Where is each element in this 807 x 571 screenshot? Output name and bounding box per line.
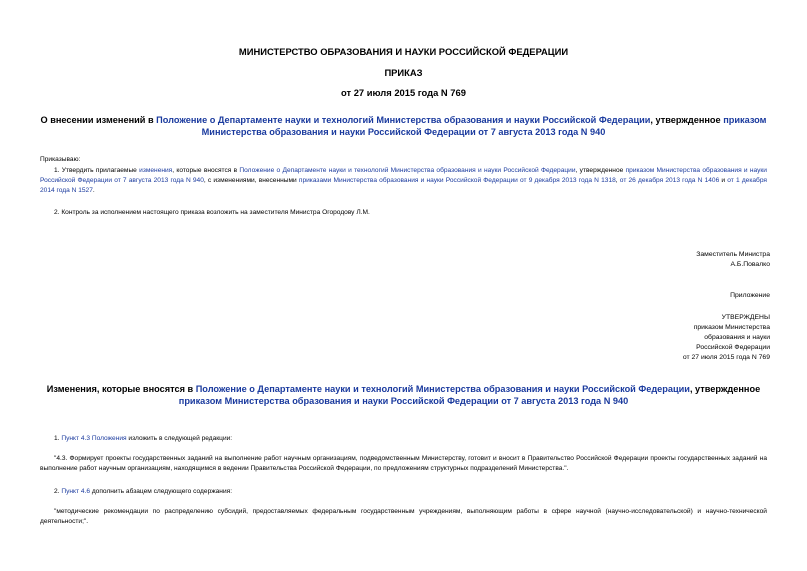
paragraph-text: 1. Утвердить прилагаемые	[54, 167, 140, 174]
regulation-link[interactable]: Положения	[91, 435, 127, 442]
change-text: дополнить абзацем следующего содержания:	[90, 488, 233, 495]
title-text: Изменения, которые вносятся в	[46, 384, 196, 394]
change-2-quote: "методические рекомендации по распределению субсидий, предоставляемых федеральным государственным учреждениям, выполняющим работы в сфере научной (научно-исследовательской) и научно-технической деятельности;".	[40, 508, 767, 525]
change-2	[54, 487, 232, 497]
title-text: , утвержденное	[650, 115, 724, 125]
appendix-label: Приложение	[730, 292, 770, 299]
regulation-link[interactable]: Положение о Департаменте науки и технологий Министерства образования и науки Российской Федерации	[239, 167, 576, 174]
change-1-quote: "4.3. Формирует проекты государственных заданий на выполнение работ научным организациям, подведомственным Министерству, готовит и вносит в Правительство Российской Федерации проекты государственных заданий на выполнение работ научным организациям, находящимся в ведении Правительства Российской Федерации, по предложениям структурных подразделений Министерства.".	[40, 455, 767, 472]
approved-line: Российской Федерации	[696, 344, 770, 351]
paragraph-1	[40, 166, 767, 196]
approved-label: УТВЕРЖДЕНЫ	[721, 314, 770, 321]
title-text: О внесении изменений в	[40, 115, 157, 125]
regulation-link[interactable]: Положение о Департаменте науки и технологий Министерства образования и науки Российской Федерации	[156, 115, 651, 125]
regulation-link[interactable]: Положение о Департаменте науки и технологий Министерства образования и науки Российской Федерации	[195, 384, 690, 394]
approved-line: от 27 июля 2015 года N 769	[682, 354, 770, 361]
order-word: Приказываю:	[40, 156, 81, 163]
changes-link[interactable]: изменения	[139, 167, 173, 174]
approved-line: образования и науки	[704, 334, 770, 341]
title-text: , утвержденное	[689, 384, 761, 394]
paragraph-text: , которые вносятся в	[172, 167, 240, 174]
order-link[interactable]: от 1 декабря 2014 года N 1527	[40, 177, 767, 194]
paragraph-text: .	[92, 187, 95, 194]
paragraph-2: 2. Контроль за исполнением настоящего приказа возложить на заместителя Министра Огородову Л.М.	[54, 209, 370, 216]
change-1	[54, 434, 232, 444]
order-link[interactable]: приказом Министерства образования и науки Российской Федерации от 7 августа 2013 года N 940	[178, 396, 629, 406]
doc-type-heading: ПРИКАЗ	[384, 67, 423, 78]
clause-link[interactable]: Пункт 4.6	[61, 488, 90, 495]
clause-link[interactable]: Пункт 4.3	[61, 435, 90, 442]
paragraph-text: , утвержденное	[575, 167, 626, 174]
order-link[interactable]: Министерства образования и науки Российской Федерации от 7 августа 2013 года N 940	[201, 127, 606, 137]
change-text: 2.	[54, 488, 62, 495]
ministry-heading: МИНИСТЕРСТВО ОБРАЗОВАНИЯ И НАУКИ РОССИЙСКОЙ ФЕДЕРАЦИИ	[238, 46, 569, 57]
change-text: 1.	[54, 435, 62, 442]
changes-title	[40, 383, 767, 407]
paragraph-text: ,	[615, 177, 620, 184]
order-link[interactable]: приказами Министерства образования и науки Российской Федерации от 9 декабря 2013 года N 1318	[298, 177, 616, 184]
order-link[interactable]: от 26 декабря 2013 года N 1406	[619, 177, 720, 184]
change-text: изложить в следующей редакции:	[126, 435, 233, 442]
signature-position: Заместитель Министра	[696, 251, 770, 258]
order-link[interactable]: приказом Министерства образования и науки Российской Федерации от 7 августа 2013 года N 940	[40, 167, 767, 184]
order-title	[40, 114, 767, 138]
paragraph-text: , с изменениями, внесенными	[203, 177, 299, 184]
order-date-number: от 27 июля 2015 года N 769	[341, 87, 466, 98]
signature-name: А.Б.Повалко	[730, 261, 770, 268]
paragraph-text: и	[719, 177, 728, 184]
order-link[interactable]: приказом	[723, 115, 767, 125]
approved-line: приказом Министерства	[693, 324, 770, 331]
